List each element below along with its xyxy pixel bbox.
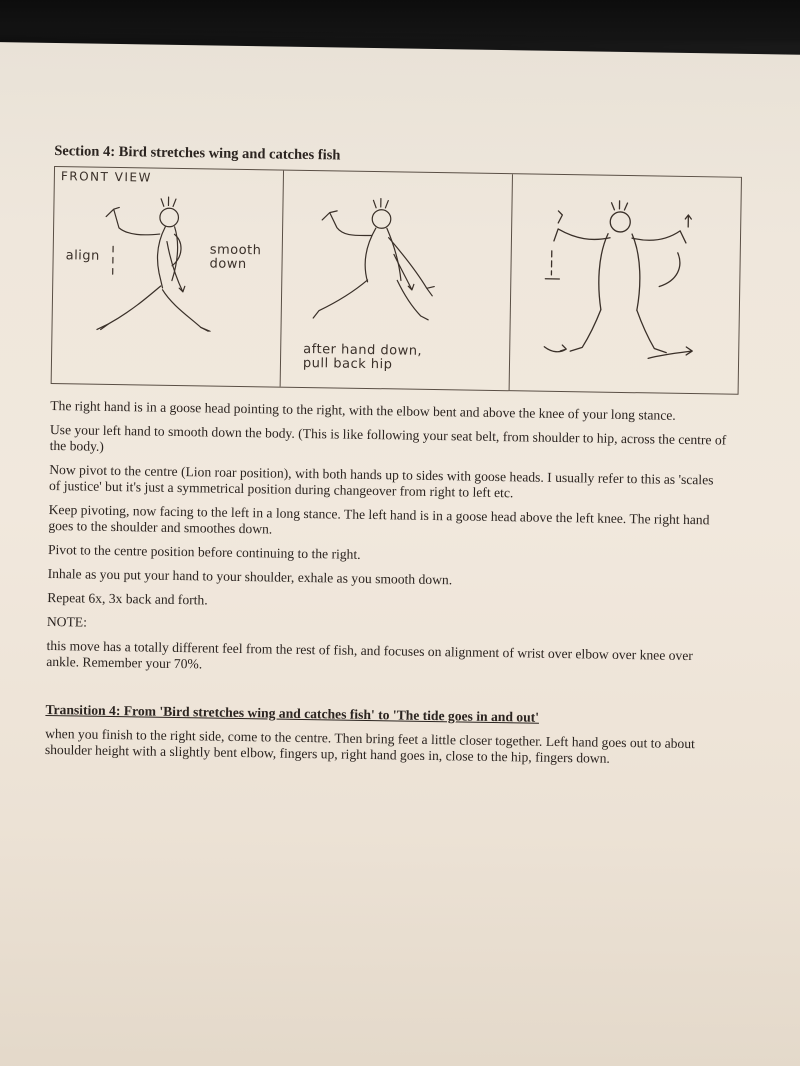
smooth-note-line-2: down xyxy=(209,256,247,272)
align-note: align xyxy=(65,248,100,264)
after-note-line-2: pull back hip xyxy=(302,355,393,373)
paragraph-2: Use your left hand to smooth down the body. (This is like following your seat belt, from shoulder to hip, across the centre of the body.) xyxy=(49,421,727,454)
figure-1-head xyxy=(160,208,179,227)
figure-2-head xyxy=(372,210,391,229)
paragraph-5: Pivot to the centre position before continuing to the right. xyxy=(47,541,361,562)
figure-panel-2 xyxy=(280,171,512,391)
figure-panel-1 xyxy=(52,167,283,387)
paragraph-6: Inhale as you put your hand to your shoulder, exhale as you smooth down. xyxy=(47,565,453,588)
stick-figure-3-drawing xyxy=(510,174,741,394)
transition-text: when you finish to the right side, come to the centre. Then bring feet a little closer together. Left hand goes out to about shoulder height with a slightly bent elbow, fingers up, right hand goes in, close to the hip, fingers down. xyxy=(44,725,695,766)
note-text: this move has a totally different feel from the rest of fish, and focuses on alignment of wrist over elbow over knee over ankle. Remember your 70%. xyxy=(46,637,693,672)
transition-title: Transition 4: From 'Bird stretches wing and catches fish' to 'The tide goes in and out' xyxy=(45,701,540,725)
figure-3-head xyxy=(610,212,630,232)
smooth-note-line-1: smooth xyxy=(209,242,262,259)
stick-figure-2-drawing xyxy=(281,171,512,391)
section-title: Section 4: Bird stretches wing and catches fish xyxy=(54,143,341,164)
paragraph-4: Keep pivoting, now facing to the left in a long stance. The left hand is in a goose head above the left knee. The right hand goes to the shoulder and smoothes down. xyxy=(48,501,710,537)
paragraph-7: Repeat 6x, 3x back and forth. xyxy=(47,589,208,608)
figure-box xyxy=(51,166,742,395)
after-note-line-1: after hand down, xyxy=(303,341,423,359)
front-view-label: FRONT VIEW xyxy=(60,169,153,185)
page-content xyxy=(45,143,735,777)
stick-figure-1-drawing xyxy=(52,167,283,387)
paragraph-1: The right hand is in a goose head pointing to the right, with the elbow bent and above the knee of your long stance. xyxy=(50,397,676,423)
figure-panel-3 xyxy=(509,174,741,394)
paragraph-3: Now pivot to the centre (Lion roar position), with both hands up to sides with goose heads. I usually refer to this as 'scales of justice' but it's just a symmetrical position during changeover from right to left etc. xyxy=(48,461,714,501)
note-label: NOTE: xyxy=(46,613,88,630)
paper-sheet xyxy=(0,42,800,1066)
